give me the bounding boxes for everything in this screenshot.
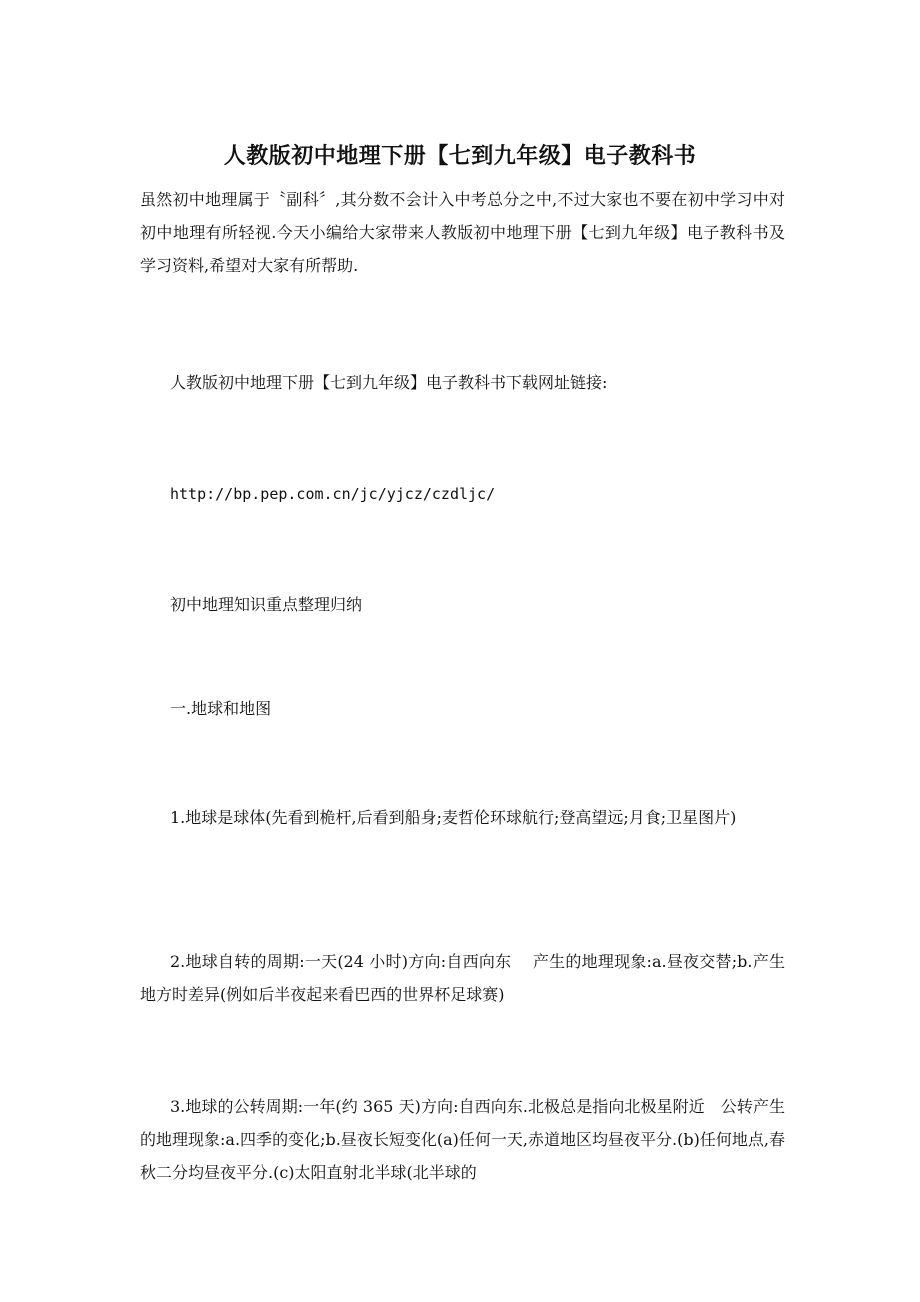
download-link-label: 人教版初中地理下册【七到九年级】电子教科书下载网址链接: (170, 373, 608, 392)
intro-paragraph: 虽然初中地理属于〝副科〞,其分数不会计入中考总分之中,不过大家也不要在初中学习中对初中地理有所轻视.今天小编给大家带来人教版初中地理下册【七到九年级】电子教科书及学习资料,希望对大家有所帮助. (140, 190, 785, 275)
list-item: 3.地球的公转周期:一年(约 365 天)方向:自西向东.北极总是指向北极星附近 公转产生的地理现象:a.四季的变化;b.昼夜长短变化(a)任何一天,赤道地区均昼夜平分.(b)任何地点,春秋二分均昼夜平分.(c)太阳直射北半球(北半球的 (140, 1097, 785, 1182)
summary-heading: 初中地理知识重点整理归纳 (170, 595, 363, 614)
section-heading: 一.地球和地图 (170, 699, 272, 718)
download-url: http://bp.pep.com.cn/jc/yjcz/czdljc/ (170, 485, 496, 503)
list-item: 2.地球自转的周期:一天(24 小时)方向:自西向东 产生的地理现象:a.昼夜交替;b.产生地方时差异(例如后半夜起来看巴西的世界杯足球赛) (140, 952, 785, 1004)
list-item: 1.地球是球体(先看到桅杆,后看到船身;麦哲伦环球航行;登高望远;月食;卫星图片) (170, 808, 737, 827)
document-title: 人教版初中地理下册【七到九年级】电子教科书 (223, 143, 697, 169)
